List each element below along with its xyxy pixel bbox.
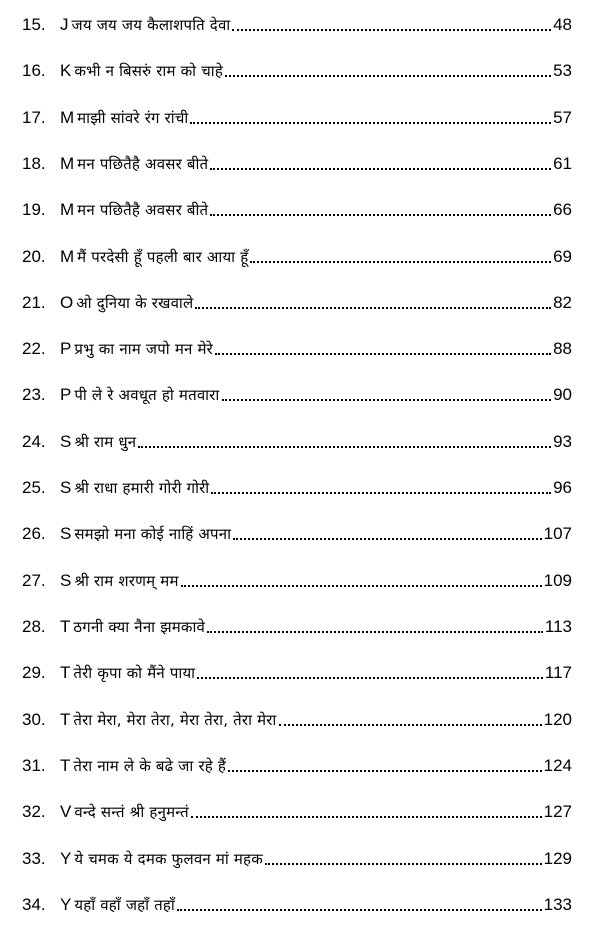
entry-number: 21. <box>22 293 46 312</box>
entry-title[interactable]: श्री राम धुन <box>74 433 137 451</box>
entry-letter: O <box>60 293 74 312</box>
toc-entry[interactable] <box>0 648 600 688</box>
toc-entry[interactable] <box>0 0 600 40</box>
entry-body <box>60 616 572 638</box>
toc-entry[interactable] <box>0 695 600 735</box>
entry-body <box>60 60 572 82</box>
entry-number: 18. <box>22 154 46 173</box>
toc-entry[interactable] <box>0 880 600 920</box>
entry-letter: M <box>60 247 75 266</box>
entry-page: 53 <box>553 61 572 80</box>
entry-title[interactable]: पी ले रे अवधूत हो मतवारा <box>74 386 220 404</box>
entry-number: 33. <box>22 849 46 868</box>
entry-page: 93 <box>553 432 572 451</box>
entry-body <box>60 384 572 406</box>
entry-number: 28. <box>22 617 46 636</box>
entry-page: 88 <box>553 339 572 358</box>
entry-body <box>60 755 572 777</box>
dot-leader <box>181 585 542 587</box>
entry-number: 31. <box>22 756 46 775</box>
toc-entry[interactable] <box>0 139 600 179</box>
entry-number: 23. <box>22 385 46 404</box>
entry-page: 48 <box>553 15 572 34</box>
entry-page: 69 <box>553 247 572 266</box>
dot-leader <box>265 863 542 865</box>
entry-body <box>60 801 572 823</box>
dot-leader <box>177 909 542 911</box>
entry-title[interactable]: मन पछितैहै अवसर बीते <box>77 155 209 173</box>
entry-letter: T <box>60 663 71 682</box>
entry-page: 113 <box>544 617 572 636</box>
entry-number: 15. <box>22 15 46 34</box>
entry-page: 124 <box>543 756 572 775</box>
entry-number: 32. <box>22 802 46 821</box>
entry-page: 57 <box>553 108 572 127</box>
entry-page: 109 <box>543 571 572 590</box>
entry-letter: T <box>60 756 71 775</box>
entry-number: 16. <box>22 61 46 80</box>
dot-leader <box>215 353 551 355</box>
entry-title[interactable]: तेरा मेरा, मेरा तेरा, मेरा तेरा, तेरा मेरा <box>73 711 277 729</box>
entry-number: 29. <box>22 663 46 682</box>
entry-page: 90 <box>553 385 572 404</box>
dot-leader <box>279 724 542 726</box>
entry-number: 19. <box>22 200 46 219</box>
entry-letter: V <box>60 802 72 821</box>
toc-entry[interactable] <box>0 93 600 133</box>
toc-entry[interactable] <box>0 741 600 781</box>
entry-letter: S <box>60 478 72 497</box>
entry-page: 61 <box>553 154 572 173</box>
entry-title[interactable]: तेरा नाम ले के बढे जा रहे हैं <box>73 757 227 775</box>
entry-body <box>60 338 572 360</box>
entry-letter: J <box>60 15 69 34</box>
entry-letter: M <box>60 154 75 173</box>
dot-leader <box>232 29 551 31</box>
entry-body <box>60 709 572 731</box>
entry-title[interactable]: यहाँ वहाँ जहाँ तहाँ <box>74 896 175 914</box>
entry-body <box>60 292 572 314</box>
entry-title[interactable]: श्री राधा हमारी गोरी गोरी <box>74 479 210 497</box>
entry-body <box>60 199 572 221</box>
entry-title[interactable]: वन्दे सन्तं श्री हनुमन्तं <box>74 803 189 821</box>
entry-body <box>60 848 572 870</box>
dot-leader <box>210 214 551 216</box>
toc-entry[interactable] <box>0 185 600 225</box>
entry-title[interactable]: श्री राम शरणम् मम <box>74 572 179 590</box>
toc-entry[interactable] <box>0 556 600 596</box>
entry-body <box>60 431 572 453</box>
entry-title[interactable]: ये चमक ये दमक फुलवन मां महक <box>74 850 263 868</box>
toc-entry[interactable] <box>0 324 600 364</box>
dot-leader <box>225 75 551 77</box>
dot-leader <box>222 399 552 401</box>
entry-title[interactable]: कभी न बिसरुं राम को चाहे <box>74 62 223 80</box>
toc-entry[interactable] <box>0 602 600 642</box>
dot-leader <box>211 492 551 494</box>
entry-title[interactable]: मन पछितैहै अवसर बीते <box>77 201 209 219</box>
entry-number: 26. <box>22 524 46 543</box>
entry-title[interactable]: प्रभु का नाम जपो मन मेरे <box>74 340 213 358</box>
entry-body <box>60 477 572 499</box>
dot-leader <box>233 538 541 540</box>
entry-letter: K <box>60 61 72 80</box>
entry-title[interactable]: मैं परदेसी हूँ पहली बार आया हूँ <box>77 248 249 266</box>
toc-entry[interactable] <box>0 834 600 874</box>
entry-page: 96 <box>553 478 572 497</box>
entry-number: 22. <box>22 339 46 358</box>
entry-page: 107 <box>543 524 572 543</box>
entry-body <box>60 14 572 36</box>
entry-page: 117 <box>544 663 572 682</box>
entry-number: 17. <box>22 108 46 127</box>
entry-title[interactable]: तेरी कृपा को मैंने पाया <box>73 664 196 682</box>
entry-number: 20. <box>22 247 46 266</box>
entry-page: 127 <box>543 802 572 821</box>
entry-letter: Y <box>60 895 72 914</box>
dot-leader <box>138 446 551 448</box>
entry-body <box>60 107 572 129</box>
entry-title[interactable]: माझी सांवरे रंग रांची <box>77 109 189 127</box>
dot-leader <box>191 816 542 818</box>
entry-page: 129 <box>543 849 572 868</box>
entry-page: 82 <box>553 293 572 312</box>
entry-letter: S <box>60 524 72 543</box>
toc-entry[interactable] <box>0 463 600 503</box>
toc-entry[interactable] <box>0 46 600 86</box>
entry-body <box>60 662 572 684</box>
entry-number: 25. <box>22 478 46 497</box>
toc-entry[interactable] <box>0 509 600 549</box>
dot-leader <box>197 677 543 679</box>
entry-body <box>60 523 572 545</box>
toc-entry[interactable] <box>0 278 600 318</box>
dot-leader <box>250 261 551 263</box>
entry-title[interactable]: समझो मना कोई नाहिं अपना <box>74 525 232 543</box>
entry-title[interactable]: जय जय जय कैलाशपति देवा <box>71 16 231 34</box>
entry-body <box>60 153 572 175</box>
dot-leader <box>207 631 543 633</box>
entry-number: 34. <box>22 895 46 914</box>
entry-page: 120 <box>543 710 572 729</box>
dot-leader <box>210 168 551 170</box>
entry-number: 30. <box>22 710 46 729</box>
entry-number: 24. <box>22 432 46 451</box>
dot-leader <box>228 770 542 772</box>
entry-body <box>60 894 572 916</box>
entry-letter: P <box>60 339 72 358</box>
entry-number: 27. <box>22 571 46 590</box>
entry-letter: P <box>60 385 72 404</box>
entry-page: 66 <box>553 200 572 219</box>
entry-letter: T <box>60 710 71 729</box>
dot-leader <box>190 122 551 124</box>
entry-body <box>60 570 572 592</box>
toc-entry[interactable] <box>0 232 600 272</box>
entry-letter: S <box>60 432 72 451</box>
entry-title[interactable]: ओ दुनिया के रखवाले <box>76 294 194 312</box>
entry-page: 133 <box>543 895 572 914</box>
entry-letter: Y <box>60 849 72 868</box>
entry-letter: M <box>60 108 75 127</box>
toc-entry[interactable] <box>0 787 600 827</box>
entry-letter: M <box>60 200 75 219</box>
entry-letter: T <box>60 617 71 636</box>
toc-entry[interactable] <box>0 370 600 410</box>
dot-leader <box>195 307 551 309</box>
entry-title[interactable]: ठगनी क्या नैना झमकावे <box>73 618 206 636</box>
toc-entry[interactable] <box>0 417 600 457</box>
entry-body <box>60 246 572 268</box>
entry-letter: S <box>60 571 72 590</box>
